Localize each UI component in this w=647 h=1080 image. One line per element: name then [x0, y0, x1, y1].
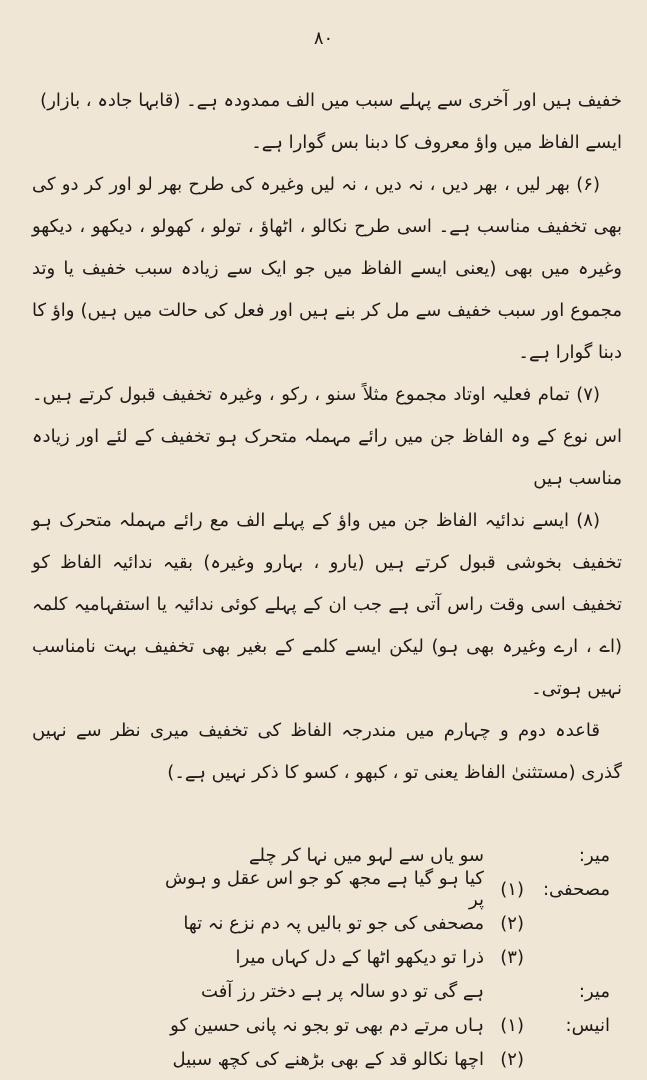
- paragraph: ایسے الفاظ میں واؤ معروف کا دبنا بس گوارا ہے۔: [251, 132, 622, 153]
- verse-number: (۱): [500, 878, 524, 900]
- verse-number: (۱): [500, 1014, 524, 1036]
- rules-2-4-note: قاعدہ دوم و چہارم میں مندرجہ الفاظ کی تخفیف میری نظر سے نہیں گذری (مستثنیٰ الفاظ یعنی تو ، کبھو ، کسو کا ذکر نہیں ہے۔): [32, 720, 622, 783]
- poet-name: میر:: [578, 844, 610, 866]
- verse-line: [150, 838, 610, 872]
- rule-8-paragraph: (۸) ایسے ندائیہ الفاظ جن میں واؤ کے پہلے الف مع رائے مہملہ متحرک ہو تخفیف بخوشی قبول کرتے ہیں (یارو ، بہارو وغیرہ) بقیہ ندائیہ الفاظ کو تخفیف اسی وقت راس آتی ہے جب ان کے پہلے کوئی ندائیہ یا استفہامیہ کلمہ (اے ، ارے وغیرہ بھی ہو) لیکن ایسے کلمے کے بغیر بھی تخفیف بہت نامناسب نہیں ہوتی۔: [32, 510, 622, 699]
- verse-text: کیا ہو گیا ہے مجھ کو جو اس عقل و ہوش پر: [164, 868, 484, 910]
- paragraph: خفیف ہیں اور آخری سے پہلے سبب میں الف ممدودہ ہے۔ (قابہا جادہ ، بازار): [40, 90, 622, 111]
- poet-name: انیس:: [565, 1014, 610, 1036]
- verse-line: [150, 1042, 610, 1076]
- poetry-examples: [150, 838, 610, 1076]
- verse-text: ہاں مرتے دم بھی تو بجو نہ پانی حسین کو: [170, 1014, 484, 1036]
- page-number: ۸۰: [313, 28, 334, 49]
- verse-line: [150, 868, 610, 910]
- verse-line: [150, 1008, 610, 1042]
- verse-line: [150, 906, 610, 940]
- verse-line: [150, 974, 610, 1008]
- verse-number: (۳): [500, 946, 524, 968]
- verse-text: مصحفی کی جو تو بالیں پہ دم نزع نہ تھا: [183, 912, 484, 934]
- verse-number: (۲): [500, 912, 524, 934]
- verse-text: اچھا نکالو قد کے بھی بڑھنے کی کچھ سبیل: [172, 1048, 484, 1070]
- rule-6-paragraph: (۶) بھر لیں ، بھر دیں ، نہ دیں ، نہ لیں وغیرہ کی طرح بھر لو اور کر دو کی بھی تخفیف مناسب ہے۔ اسی طرح نکالو ، اٹھاؤ ، تولو ، کھولو ، دیکھو ، دیکھو وغیرہ میں بھی (یعنی ایسے الفاظ میں جو ایک سے زیادہ سبب خفیف یا وتد مجموع اور سبب خفیف سے مل کر بنے ہیں اور فعل کی حالت میں ہیں) واؤ کا دبنا گوارا ہے۔: [32, 174, 622, 363]
- verse-line: [150, 940, 610, 974]
- verse-text: سو یاں سے لہو میں نہا کر چلے: [248, 844, 484, 866]
- verse-text: ہے گی تو دو سالہ پر ہے دختر رز آفت: [201, 980, 484, 1002]
- body-text: [32, 80, 622, 794]
- verse-number: (۲): [500, 1048, 524, 1070]
- poet-name: میر:: [578, 980, 610, 1002]
- rule-7-paragraph: (۷) تمام فعلیہ اوتاد مجموع مثلاً سنو ، رکو ، وغیرہ تخفیف قبول کرتے ہیں۔ اس نوع کے وہ الفاظ جن میں رائے مہملہ متحرک ہو تخفیف کے لئے اور زیادہ مناسب ہیں: [32, 384, 622, 489]
- poet-name: مصحفی:: [542, 878, 610, 900]
- verse-text: ذرا تو دیکھو اٹھا کے دل کہاں میرا: [235, 946, 484, 968]
